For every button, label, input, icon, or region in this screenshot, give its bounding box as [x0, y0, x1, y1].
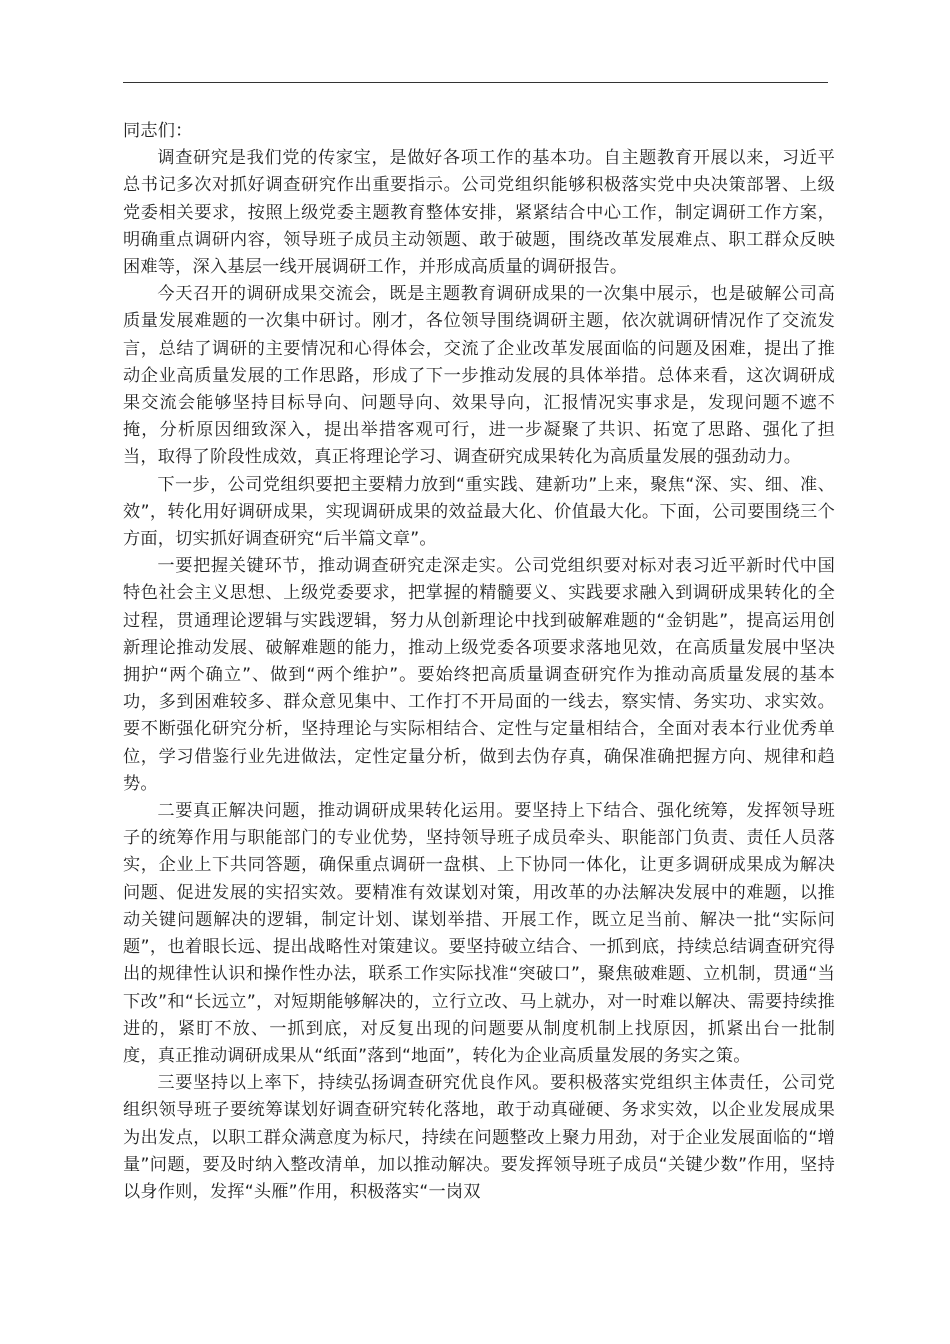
paragraph-meeting-summary: 今天召开的调研成果交流会，既是主题教育调研成果的一次集中展示，也是破解公司高质量发展难题的一次集中研讨。刚才，各位领导围绕调研主题，依次就调研情况作了交流发言，总结了调研的主要情况和心得体会，交流了企业改革发展面临的问题及困难，提出了推动企业高质量发展的工作思路，形成了下一步推动发展的具体举措。总体来看，这次调研成果交流会能够坚持目标导向、问题导向、效果导向，汇报情况实事求是，发现问题不遮不掩，分析原因细致深入，提出举措客观可行，进一步凝聚了共识、拓宽了思路、强化了担当，取得了阶段性成效，真正将理论学习、调查研究成果转化为高质量发展的强劲动力。	[123, 284, 835, 468]
paragraph-point-three: 三要坚持以上率下，持续弘扬调查研究优良作风。要积极落实党组织主体责任，公司党组织领导班子要统筹谋划好调查研究转化落地，敢于动真碰硬、务求实效，以企业发展成果为出发点，以职工群众满意度为标尺，持续在问题整改上聚力用劲，对于企业发展面临的“增量”问题，要及时纳入整改清单，加以推动解决。要发挥领导班子成员“关键少数”作用，坚持以身作则，发挥“头雁”作用，积极落实“一岗双	[123, 1073, 835, 1202]
paragraph-point-two: 二要真正解决问题，推动调研成果转化运用。要坚持上下结合、强化统筹，发挥领导班子的统筹作用与职能部门的专业优势，坚持领导班子成员牵头、职能部门负责、责任人员落实，企业上下共同答题，确保重点调研一盘棋、上下协同一体化，让更多调研成果成为解决问题、促进发展的实招实效。要精准有效谋划对策，用改革的办法解决发展中的难题，以推动关键问题解决的逻辑，制定计划、谋划举措、开展工作，既立足当前、解决一批“实际问题”，也着眼长远、提出战略性对策建议。要坚持破立结合、一抓到底，持续总结调查研究得出的规律性认识和操作性办法，联系工作实际找准“突破口”，聚焦破难题、立机制，贯通“当下改”和“长远立”，对短期能够解决的，立行立改、马上就办，对一时难以解决、需要持续推进的，紧盯不放、一抓到底，对反复出现的问题要从制度机制上找原因，抓紧出台一批制度，真正推动调研成果从“纸面”落到“地面”，转化为企业高质量发展的务实之策。	[123, 801, 835, 1066]
paragraph-point-one: 一要把握关键环节，推动调查研究走深走实。公司党组织要对标对表习近平新时代中国特色社会主义思想、上级党委要求，把掌握的精髓要义、实践要求融入到调研成果转化的全过程，贯通理论逻辑与实践逻辑，努力从创新理论中找到破解难题的“金钥匙”，提高运用创新理论推动发展、破解难题的能力，推动上级党委各项要求落地见效，在高质量发展中坚决拥护“两个确立”、做到“两个维护”。要始终把高质量调查研究作为推动高质量发展的基本功，多到困难较多、群众意见集中、工作打不开局面的一线去，察实情、务实功、求实效。要不断强化研究分析，坚持理论与实际相结合、定性与定量相结合，全面对表本行业优秀单位，学习借鉴行业先进做法，定性定量分析，做到去伪存真，确保准确把握方向、规律和趋势。	[123, 556, 835, 794]
paragraph-intro: 调查研究是我们党的传家宝，是做好各项工作的基本功。自主题教育开展以来，习近平总书记多次对抓好调查研究作出重要指示。公司党组织能够积极落实党中央决策部署、上级党委相关要求，按照上级党委主题教育整体安排，紧紧结合中心工作，制定调研工作方案，明确重点调研内容，领导班子成员主动领题、敢于破题，围绕改革发展难点、职工群众反映困难等，深入基层一线开展调研工作，并形成高质量的调研报告。	[123, 148, 835, 278]
header-rule	[123, 82, 828, 83]
paragraph-next-steps: 下一步，公司党组织要把主要精力放到“重实践、建新功”上来，聚焦“深、实、细、准、效”，转化用好调研成果，实现调研成果的效益最大化、价值最大化。下面，公司要围绕三个方面，切实抓好调查研究“后半篇文章”。	[123, 474, 835, 550]
salutation: 同志们：	[123, 121, 193, 141]
document-body	[123, 118, 835, 1206]
